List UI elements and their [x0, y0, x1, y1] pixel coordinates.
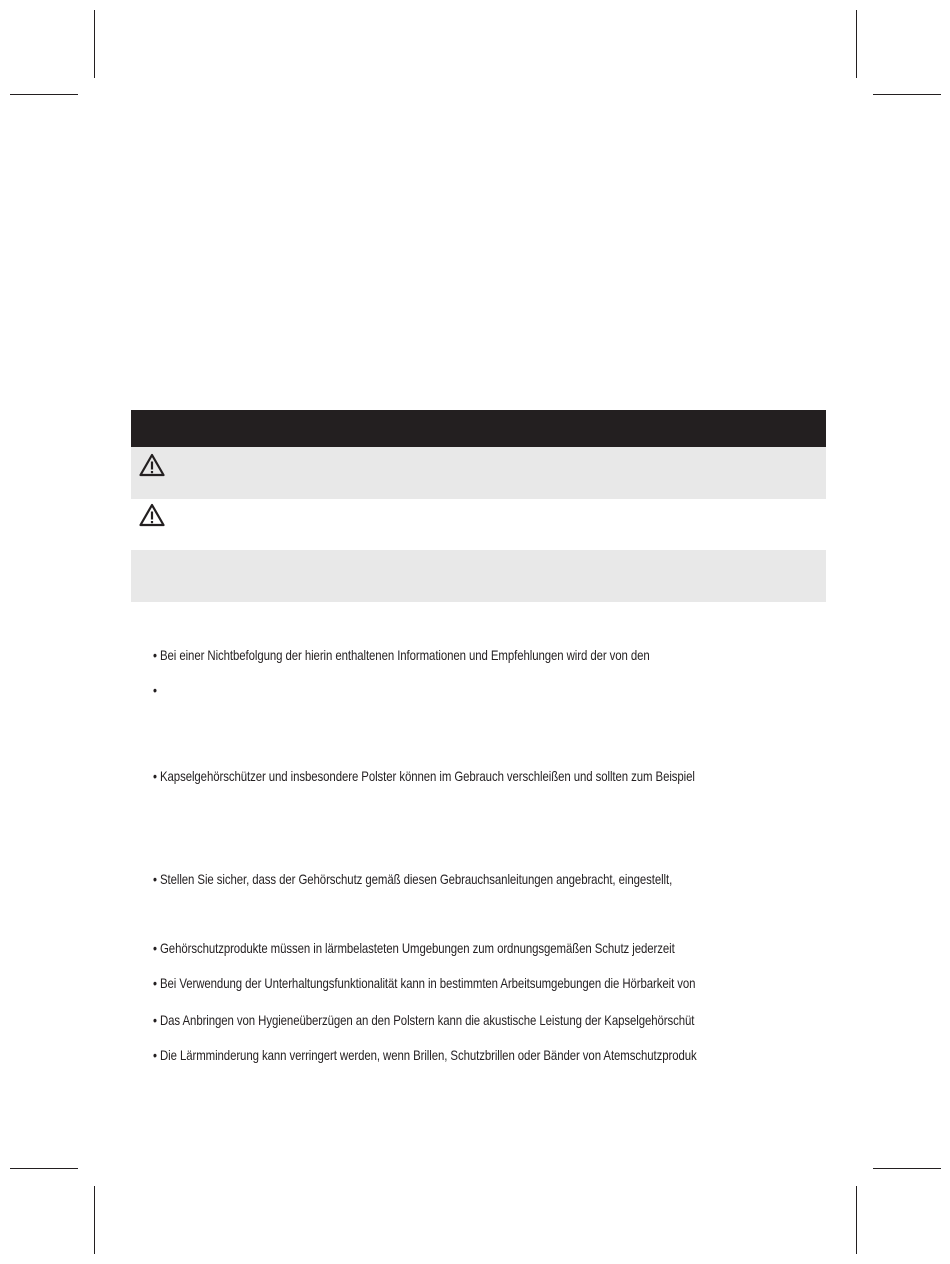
crop-mark-top-left-horizontal [10, 94, 78, 95]
crop-mark-top-right-vertical [856, 10, 857, 78]
list-item: • Die Lärmminderung kann verringert werden, wenn Brillen, Schutzbrillen oder Bänder von Atemschutzproduk [153, 1048, 697, 1063]
list-item: • Das Anbringen von Hygieneüberzügen an den Polstern kann die akustische Leistung der Kapselgehörschüt [153, 1013, 695, 1028]
crop-mark-bottom-right-vertical [856, 1186, 857, 1254]
list-item: • Bei Verwendung der Unterhaltungsfunktionalität kann in bestimmten Arbeitsumgebungen die Hörbarkeit von [153, 976, 696, 991]
crop-mark-top-left-vertical [94, 10, 95, 78]
instruction-list [153, 0, 833, 1264]
list-item: • Bei einer Nichtbefolgung der hierin enthaltenen Informationen und Empfehlungen wird der von den [153, 648, 650, 663]
list-item: • Stellen Sie sicher, dass der Gehörschutz gemäß diesen Gebrauchsanleitungen angebracht, eingestellt, [153, 872, 673, 887]
crop-mark-bottom-left-vertical [94, 1186, 95, 1254]
list-item: • Gehörschutzprodukte müssen in lärmbelasteten Umgebungen zum ordnungsgemäßen Schutz jederzeit [153, 941, 675, 956]
crop-mark-top-right-horizontal [873, 94, 941, 95]
crop-mark-bottom-right-horizontal [873, 1168, 941, 1169]
list-item: • Kapselgehörschützer und insbesondere Polster können im Gebrauch verschleißen und sollten zum Beispiel [153, 769, 695, 784]
crop-mark-bottom-left-horizontal [10, 1168, 78, 1169]
list-item: • [153, 683, 157, 698]
